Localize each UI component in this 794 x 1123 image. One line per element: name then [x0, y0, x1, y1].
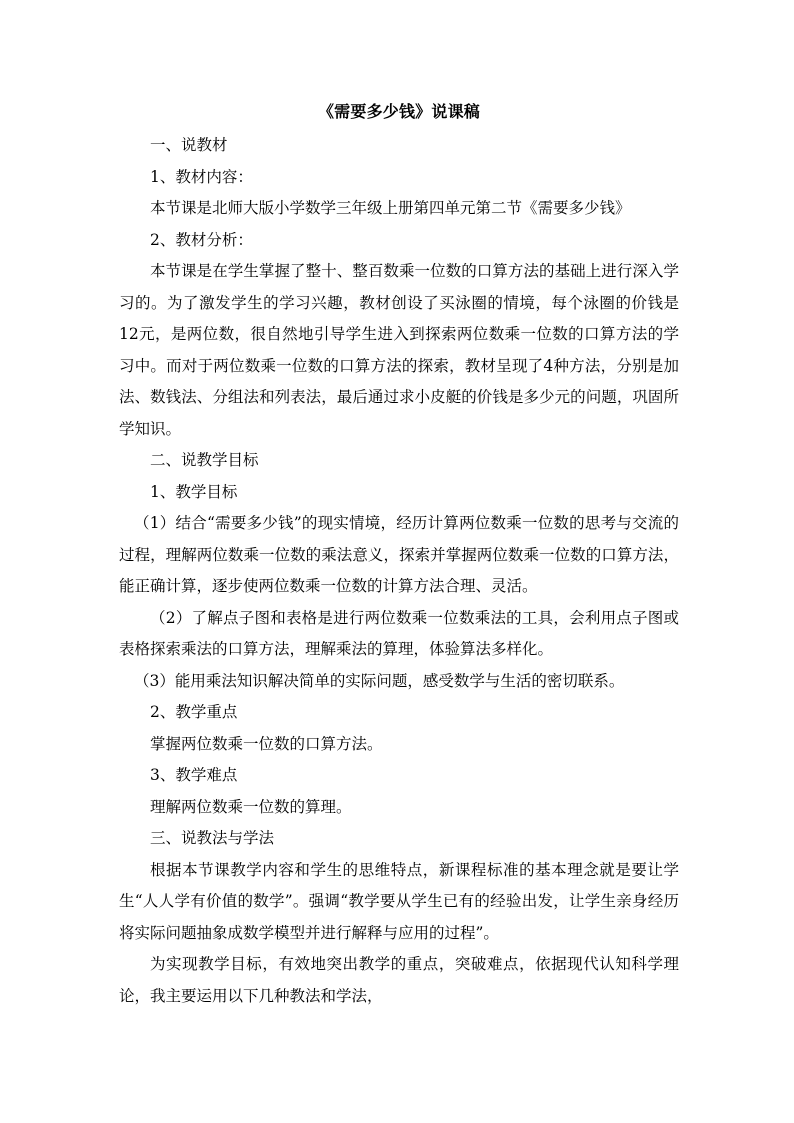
goal-item-1: （1）结合“需要多少钱”的现实情境，经历计算两位数乘一位数的思考与交流的过程，理解两位数乘一位数的乘法意义，探索并掌握两位数乘一位数的口算方法，能正确计算，逐步使两位数乘一位数的计算方法合理、灵活。 [119, 514, 679, 595]
methods-paragraph-1: 根据本节课教学内容和学生的思维特点，新课程标准的基本理念就是要让学生“人人学有价值的数学”。强调“教学要从学生已有的经验出发，让学生亲身经历将实际问题抽象成数学模型并进行解释与应用的过程”。 [119, 860, 679, 942]
section-heading-teaching-material: 一、说教材 [150, 136, 228, 154]
section-heading-teaching-goals: 二、说教学目标 [150, 451, 259, 469]
goal-item-3: （3）能用乘法知识解决简单的实际问题，感受数学与生活的密切联系。 [134, 671, 625, 690]
section-heading-methods: 三、说教法与学法 [150, 829, 275, 847]
document-title: 《需要多少钱》说课稿 [317, 102, 480, 121]
subheading-key-point: 2、教学重点 [150, 703, 238, 721]
methods-paragraph-2: 为实现教学目标，有效地突出教学的重点，突破难点，依据现代认知科学理论，我主要运用以下几种教法和学法， [119, 955, 679, 1005]
subheading-material-analysis: 2、教材分析： [150, 230, 253, 249]
material-analysis-paragraph: 本节课是在学生掌握了整十、整百数乘一位数的口算方法的基础上进行深入学习的。为了激发学生的学习兴趣，教材创设了买泳圈的情境，每个泳圈的价钱是12元，是两位数，很自然地引导学生进入到探索两位数乘一位数的口算方法的学习中。而对于两位数乘一位数的口算方法的探索，教材呈现了4种方法，分别是加法、数钱法、分组法和列表法，最后通过求小皮艇的价钱是多少元的问题，巩固所学知识。 [119, 262, 679, 438]
key-point-text: 掌握两位数乘一位数的口算方法。 [150, 734, 383, 753]
material-content-text: 本节课是北师大版小学数学三年级上册第四单元第二节《需要多少钱》 [150, 199, 631, 217]
document-page [119, 96, 679, 1012]
goal-item-2: （2）了解点子图和表格是进行两位数乘一位数乘法的工具，会利用点子图或表格探索乘法的口算方法，理解乘法的算理，体验算法多样化。 [119, 608, 679, 658]
difficult-point-text: 理解两位数乘一位数的算理。 [150, 797, 352, 816]
subheading-teaching-goals: 1、教学目标 [150, 482, 238, 501]
subheading-material-content: 1、教材内容： [150, 167, 253, 186]
subheading-difficult-point: 3、教学难点 [150, 766, 238, 784]
